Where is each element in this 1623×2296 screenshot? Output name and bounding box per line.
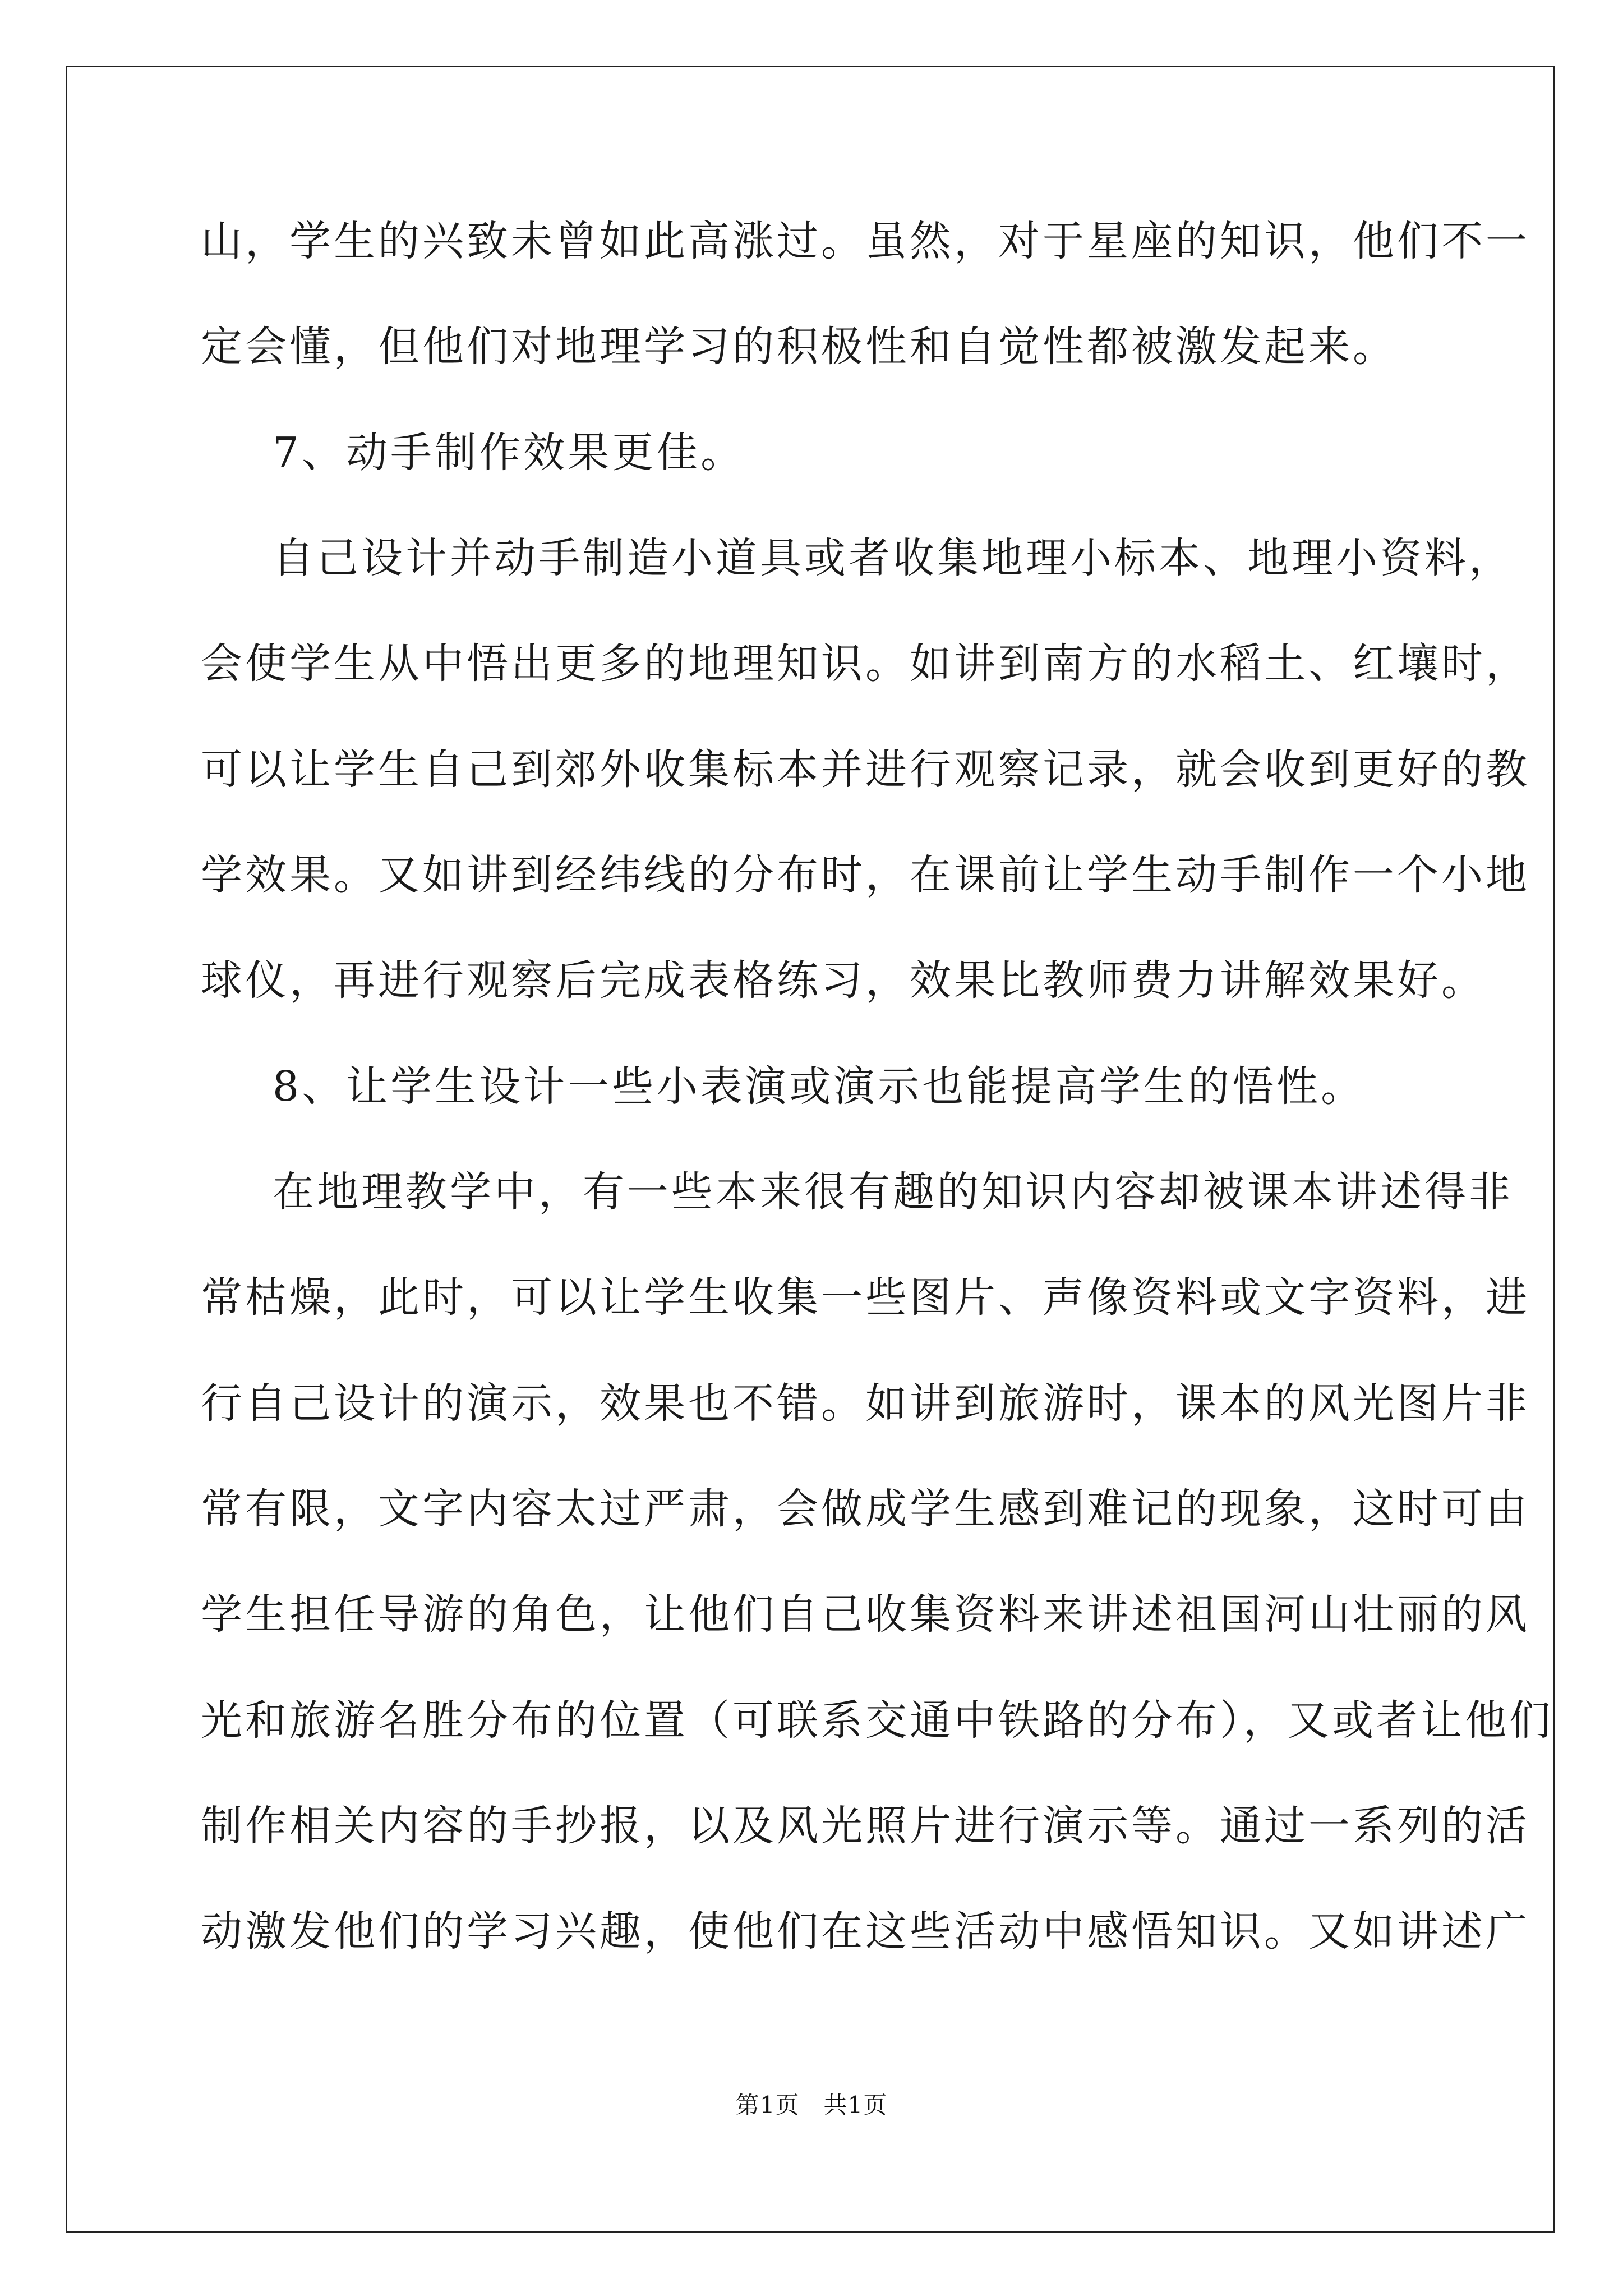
text-line: 学效果。又如讲到经纬线的分布时，在课前让学生动手制作一个小地 bbox=[201, 851, 1530, 899]
section-heading: 7、动手制作效果更佳。 bbox=[273, 429, 745, 477]
page-number: 第1页 共1页 bbox=[735, 2091, 888, 2119]
text-line: 可以让学生自己到郊外收集标本并进行观察记录，就会收到更好的教 bbox=[201, 746, 1530, 794]
text-line: 动激发他们的学习兴趣，使他们在这些活动中感悟知识。又如讲述广 bbox=[201, 1907, 1530, 1955]
text-line: 山，学生的兴致未曾如此高涨过。虽然，对于星座的知识，他们不一 bbox=[201, 217, 1530, 265]
text-line: 光和旅游名胜分布的位置（可联系交通中铁路的分布），又或者让他们 bbox=[201, 1696, 1553, 1745]
text-line: 会使学生从中悟出更多的地理知识。如讲到南方的水稻土、红壤时， bbox=[201, 639, 1530, 688]
text-line: 制作相关内容的手抄报，以及风光照片进行演示等。通过一系列的活 bbox=[201, 1802, 1530, 1850]
text-line: 球仪，再进行观察后完成表格练习，效果比教师费力讲解效果好。 bbox=[201, 956, 1486, 1005]
text-line: 常枯燥，此时，可以让学生收集一些图片、声像资料或文字资料，进 bbox=[201, 1273, 1530, 1322]
text-line: 自己设计并动手制造小道具或者收集地理小标本、地理小资料， bbox=[273, 534, 1513, 582]
section-heading: 8、让学生设计一些小表演或演示也能提高学生的悟性。 bbox=[273, 1062, 1366, 1111]
text-line: 在地理教学中，有一些本来很有趣的知识内容却被课本讲述得非 bbox=[273, 1168, 1513, 1216]
text-line: 行自己设计的演示，效果也不错。如讲到旅游时，课本的风光图片非 bbox=[201, 1379, 1530, 1428]
text-line: 常有限，文字内容太过严肃，会做成学生感到难记的现象，这时可由 bbox=[201, 1485, 1530, 1533]
text-line: 定会懂，但他们对地理学习的积极性和自觉性都被激发起来。 bbox=[201, 323, 1397, 371]
text-line: 学生担任导游的角色，让他们自己收集资料来讲述祖国河山壮丽的风 bbox=[201, 1590, 1530, 1639]
